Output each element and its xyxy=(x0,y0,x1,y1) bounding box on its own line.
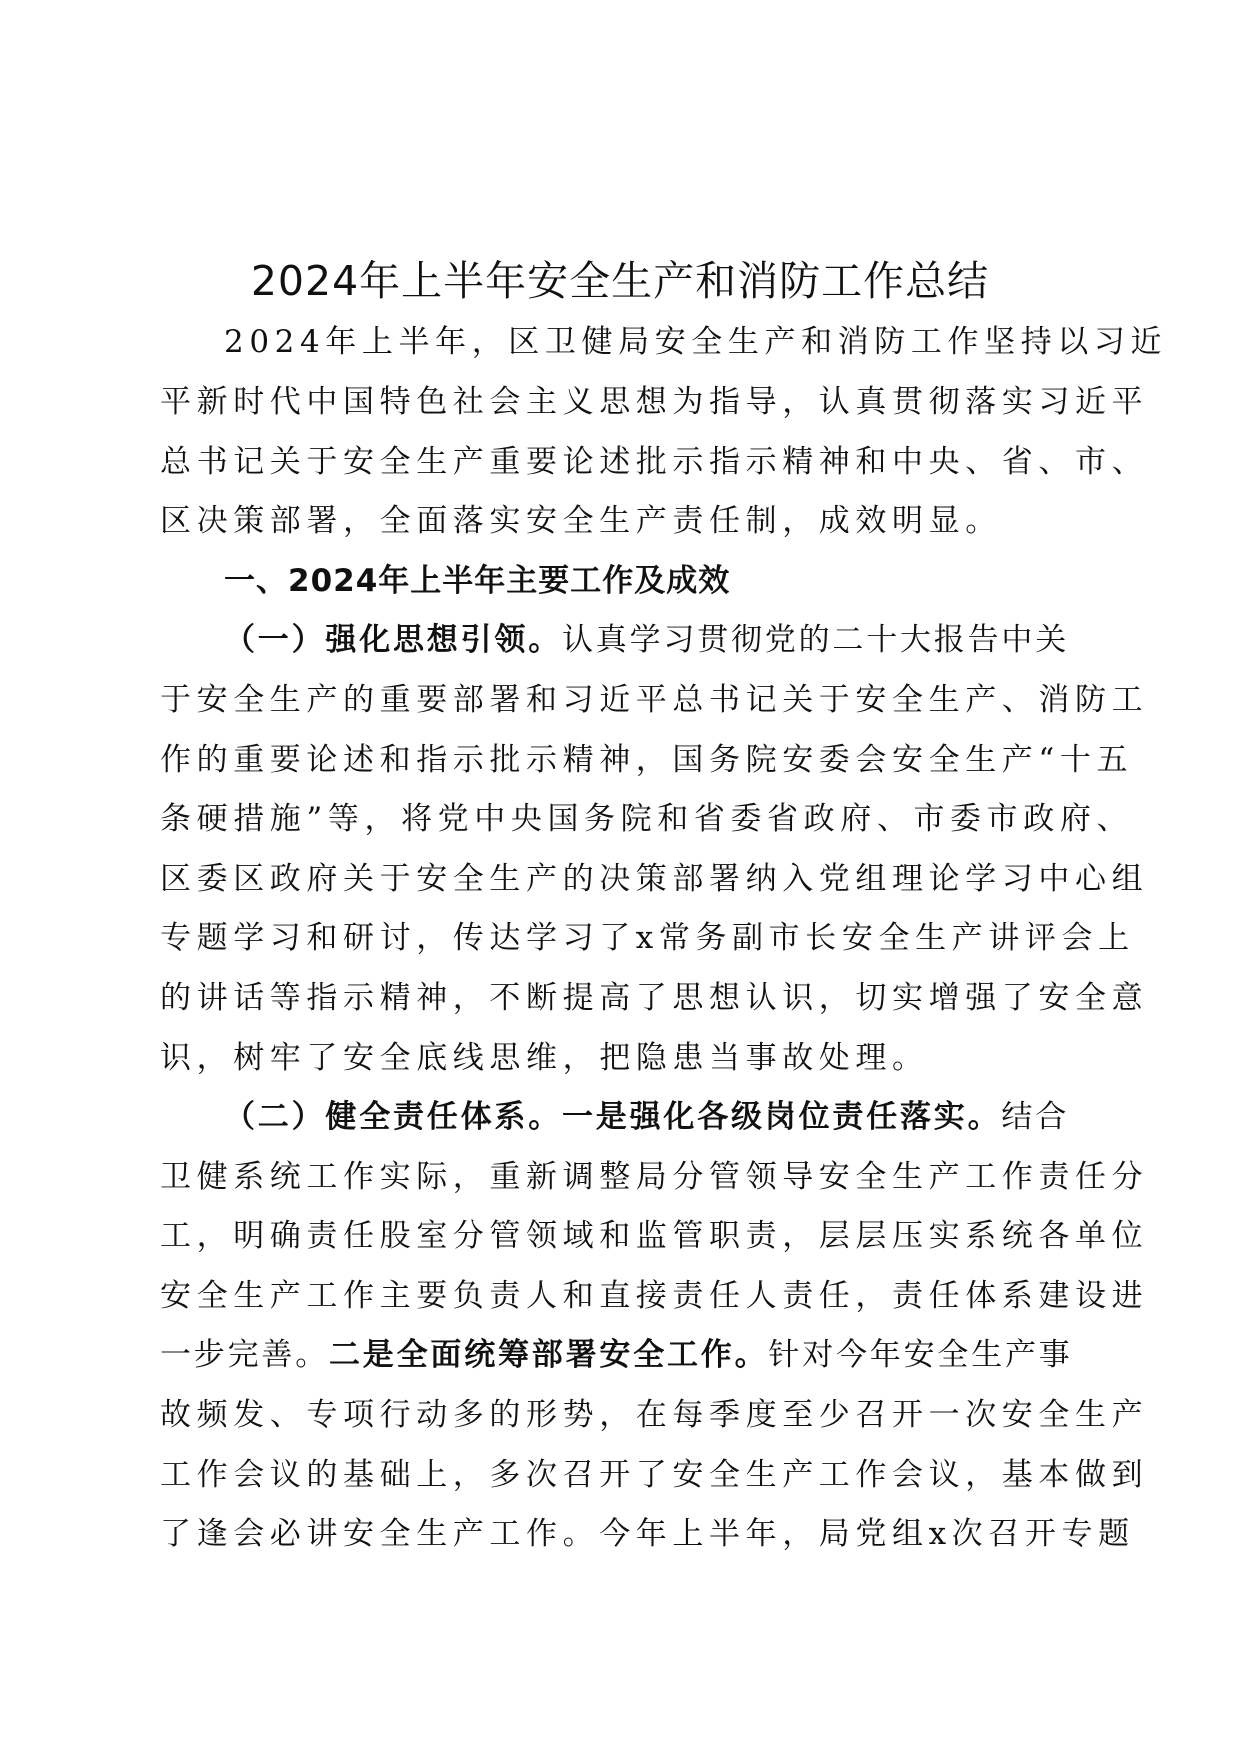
item2-label: （二）健全责任体系。 xyxy=(224,1099,562,1135)
item2-line-rest: 针对今年安全生产事 xyxy=(768,1337,1073,1373)
item2-line-prefix: 一步完善。 xyxy=(160,1337,329,1373)
item2-line: 故频发、专项行动多的形势，在每季度至少召开一次安全生产 xyxy=(160,1397,1149,1433)
item2-sub2-label: 二是全面统筹部署安全工作。 xyxy=(329,1337,769,1373)
section-heading: 一、2024年上半年主要工作及成效 xyxy=(224,563,731,599)
item2-first-line xyxy=(224,1097,1080,1137)
item1-label: （一）强化思想引领。 xyxy=(224,622,562,658)
item1-first-line xyxy=(224,620,1080,660)
intro-line: 平新时代中国特色社会主义思想为指导，认真贯彻落实习近平 xyxy=(160,384,1149,420)
item1-line: 的讲话等指示精神，不断提高了思想认识，切实增强了安全意 xyxy=(160,980,1149,1016)
item2-mixed-line xyxy=(160,1335,1080,1375)
item2-sub1-label: 一是强化各级岗位责任落实。 xyxy=(562,1099,1002,1135)
item1-line: 条硬措施”等，将党中央国务院和省委省政府、市委市政府、 xyxy=(160,801,1134,837)
item2-line: 卫健系统工作实际，重新调整局分管领导安全生产工作责任分 xyxy=(160,1159,1149,1195)
item2-line: 工，明确责任股室分管领域和监管职责，层层压实系统各单位 xyxy=(160,1218,1149,1254)
document-title: 2024年上半年安全生产和消防工作总结 xyxy=(250,257,990,305)
intro-line: 总书记关于安全生产重要论述批示指示精神和中央、省、市、 xyxy=(160,444,1149,480)
item2-line: 了逢会必讲安全生产工作。今年上半年，局党组x次召开专题 xyxy=(160,1516,1135,1552)
item1-line: 识，树牢了安全底线思维，把隐患当事故处理。 xyxy=(160,1040,929,1076)
item2-line: 工作会议的基础上，多次召开了安全生产工作会议，基本做到 xyxy=(160,1457,1149,1493)
item2-first-line-text: 结合 xyxy=(1001,1099,1070,1135)
item1-line: 区委区政府关于安全生产的决策部署纳入党组理论学习中心组 xyxy=(160,861,1149,897)
item1-line: 专题学习和研讨，传达学习了x常务副市长安全生产讲评会上 xyxy=(160,920,1135,956)
intro-line: 区决策部署，全面落实安全生产责任制，成效明显。 xyxy=(160,503,1002,539)
item1-line: 作的重要论述和指示批示精神，国务院安委会安全生产“十五 xyxy=(160,742,1134,778)
item2-line: 安全生产工作主要负责人和直接责任人责任，责任体系建设进 xyxy=(160,1278,1149,1314)
item1-first-line-text: 认真学习贯彻党的二十大报告中关 xyxy=(562,622,1069,658)
intro-line: 2024年上半年，区卫健局安全生产和消防工作坚持以习近 xyxy=(224,324,1168,360)
item1-line: 于安全生产的重要部署和习近平总书记关于安全生产、消防工 xyxy=(160,682,1149,718)
